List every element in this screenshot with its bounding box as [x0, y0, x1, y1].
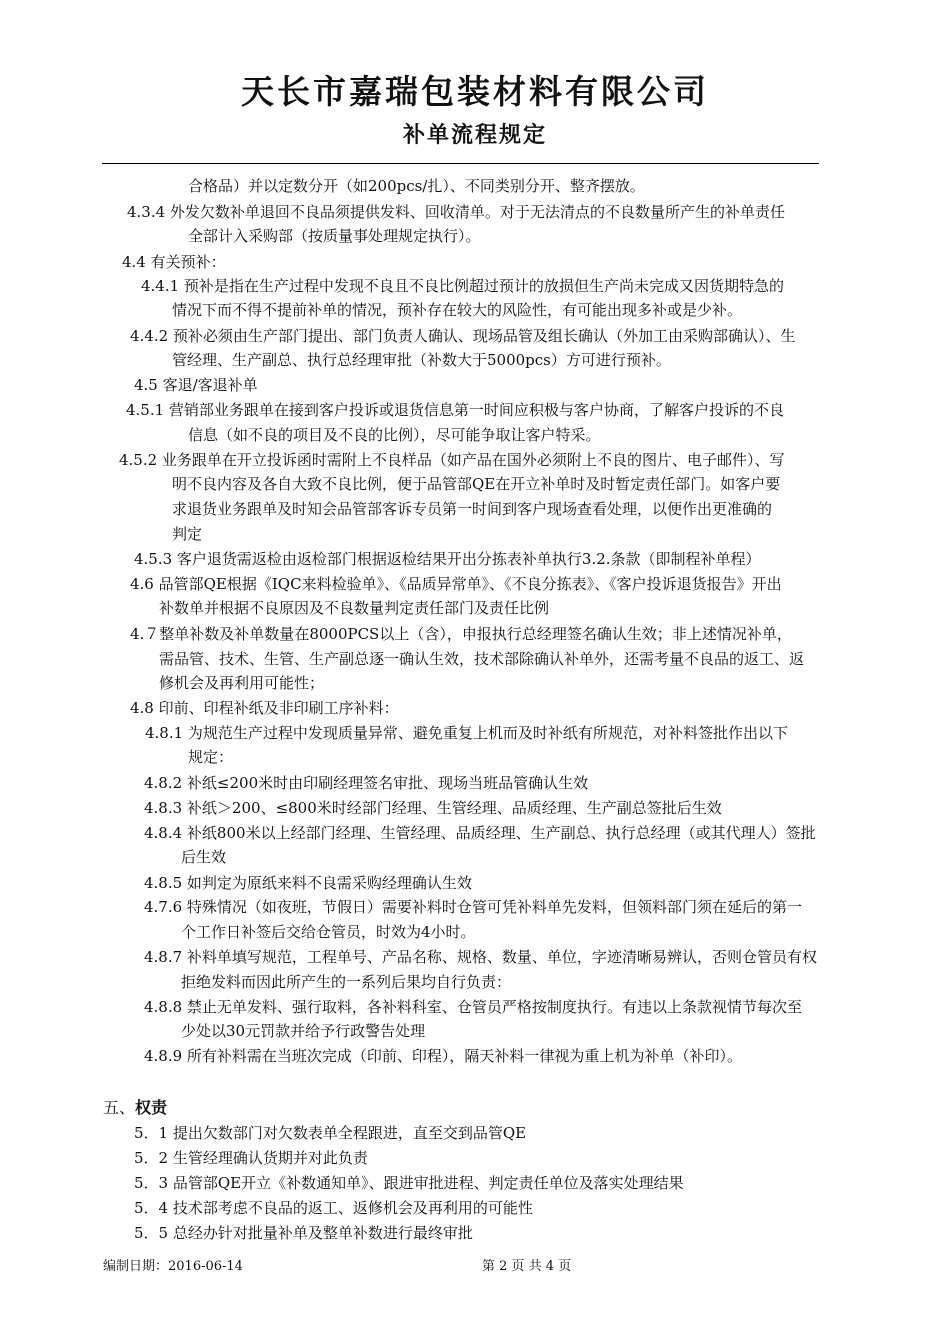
body-line: 补数单并根据不良原因及不良数量判定责任部门及责任比例 — [159, 599, 550, 617]
body-line: 4.5 客退/客退补单 — [134, 376, 258, 394]
body-line: 4.8.2 补纸≤200米时由印刷经理签名审批、现场当班品管确认生效 — [144, 774, 589, 792]
list-item: 5．3 品管部QE开立《补数通知单》、跟进审批进程、判定责任单位及落实处理结果 — [134, 1174, 684, 1192]
document-title: 补单流程规定 — [402, 122, 547, 148]
list-item: 5．2 生管经理确认货期并对此负责 — [134, 1149, 368, 1167]
body-line: 4.8.4 补纸800米以上经部门经理、生管经理、品质经理、生产副总、执行总经理（或其代理人）签批 — [144, 824, 816, 842]
section-heading — [103, 1097, 167, 1119]
body-line: 个工作日补签后交给仓管员，时效为4小时。 — [181, 923, 476, 941]
list-item: 5．5 总经办针对批量补单及整单补数进行最终审批 — [134, 1224, 473, 1242]
body-line: 信息（如不良的项目及不良的比例），尽可能争取让客户特采。 — [188, 426, 601, 444]
body-line: 后生效 — [181, 848, 227, 866]
body-line: 4.8.8 禁止无单发料、强行取料，各补料科室、仓管员严格按制度执行。有违以上条款视情节每次至 — [144, 998, 802, 1016]
body-line: 4.5.1 营销部业务跟单在接到客户投诉或退货信息第一时间应积极与客户协商，了解客户投诉的不良 — [126, 401, 784, 419]
footer-page-number: 第 2 页 共 4 页 — [482, 1259, 572, 1274]
body-line: 判定 — [172, 525, 203, 543]
body-line: 4.5.3 客户退货需返检由返检部门根据返检结果开出分拣表补单执行3.2.条款（即制程补单程） — [134, 550, 761, 568]
body-line: 4.8.9 所有补料需在当班次完成（印前、印程），隔天补料一律视为重上机为补单（补印）。 — [144, 1047, 742, 1065]
body-line: 规定： — [188, 748, 234, 766]
body-line: 情况下而不得不提前补单的情况，预补存在较大的风险性，有可能出现多补或是少补。 — [172, 301, 743, 319]
body-line: 求退货业务跟单及时知会品管部客诉专员第一时间到客户现场查看处理，以便作出更准确的 — [172, 500, 773, 518]
body-line: 4.8 印前、印程补纸及非印刷工序补料： — [130, 699, 399, 717]
body-line: 4.3.4 外发欠数补单退回不良品须提供发料、回收清单。对于无法清点的不良数量所产生的补单责任 — [127, 203, 785, 221]
footer-date: 编制日期：2016-06-14 — [103, 1259, 243, 1274]
body-line: 全部计入采购部（按质量事处理规定执行）。 — [188, 227, 481, 245]
header-divider — [102, 163, 819, 164]
body-line: 修机会及再利用可能性； — [159, 674, 325, 692]
body-line: 4.8.5 如判定为原纸来料不良需采购经理确认生效 — [144, 874, 472, 892]
body-line: 4.5.2 业务跟单在开立投诉函时需附上不良样品（如产品在国外必须附上不良的图片、电子邮件）、写 — [119, 451, 785, 469]
body-line: 4.8.3 补纸＞200、≤800米时经部门经理、生管经理、品质经理、生产副总签批后生效 — [144, 799, 722, 817]
list-item: 5．4 技术部考虑不良品的返工、返修机会及再利用的可能性 — [134, 1199, 533, 1217]
body-line: 4.7.6 特殊情况（如夜班，节假日）需要补料时仓管可凭补料单先发料，但领料部门须在延后的第一 — [144, 898, 802, 916]
body-line: 合格品）并以定数分开（如200pcs/扎）、不同类别分开、整齐摆放。 — [188, 177, 645, 195]
body-line: 4.4.1 预补是指在生产过程中发现不良且不良比例超过预计的放损但生产尚未完成又因货期特急的 — [141, 277, 784, 295]
body-line: 4.７整单补数及补单数量在8000PCS以上（含），申报执行总经理签名确认生效；非上述情况补单， — [130, 625, 792, 643]
list-item: 5．1 提出欠数部门对欠数表单全程跟进，直至交到品管QE — [134, 1124, 527, 1142]
body-line: 4.4.2 预补必须由生产部门提出、部门负责人确认、现场品管及组长确认（外加工由采购部确认）、生 — [130, 327, 796, 345]
section-title: 权责 — [135, 1098, 168, 1117]
company-name: 天长市嘉瑞包装材料有限公司 — [241, 72, 709, 111]
section-number: 五、 — [103, 1098, 136, 1117]
body-line: 管经理、生产副总、执行总经理审批（补数大于5000pcs）方可进行预补。 — [172, 351, 671, 369]
body-line: 拒绝发料而因此所产生的一系列后果均自行负责： — [181, 973, 512, 991]
body-line: 少处以30元罚款并给予行政警告处理 — [181, 1022, 426, 1040]
body-line: 4.4 有关预补： — [122, 253, 226, 271]
body-line: 明不良内容及各自大致不良比例，便于品管部QE在开立补单时及时暂定责任部门。如客户要 — [172, 475, 781, 493]
body-line: 4.8.1 为规范生产过程中发现质量异常、避免重复上机而及时补纸有所规范，对补料签批作出以下 — [145, 724, 788, 742]
body-line: 需品管、技术、生管、生产副总逐一确认生效，技术部除确认补单外，还需考量不良品的返工、返 — [159, 650, 805, 668]
body-line: 4.6 品管部QE根据《IQC来料检验单》、《品质异常单》、《不良分拣表》、《客户投诉退货报告》开出 — [130, 575, 782, 593]
body-line: 4.8.7 补料单填写规范，工程单号、产品名称、规格、数量、单位，字迹清晰易辨认，否则仓管员有权 — [144, 948, 817, 966]
